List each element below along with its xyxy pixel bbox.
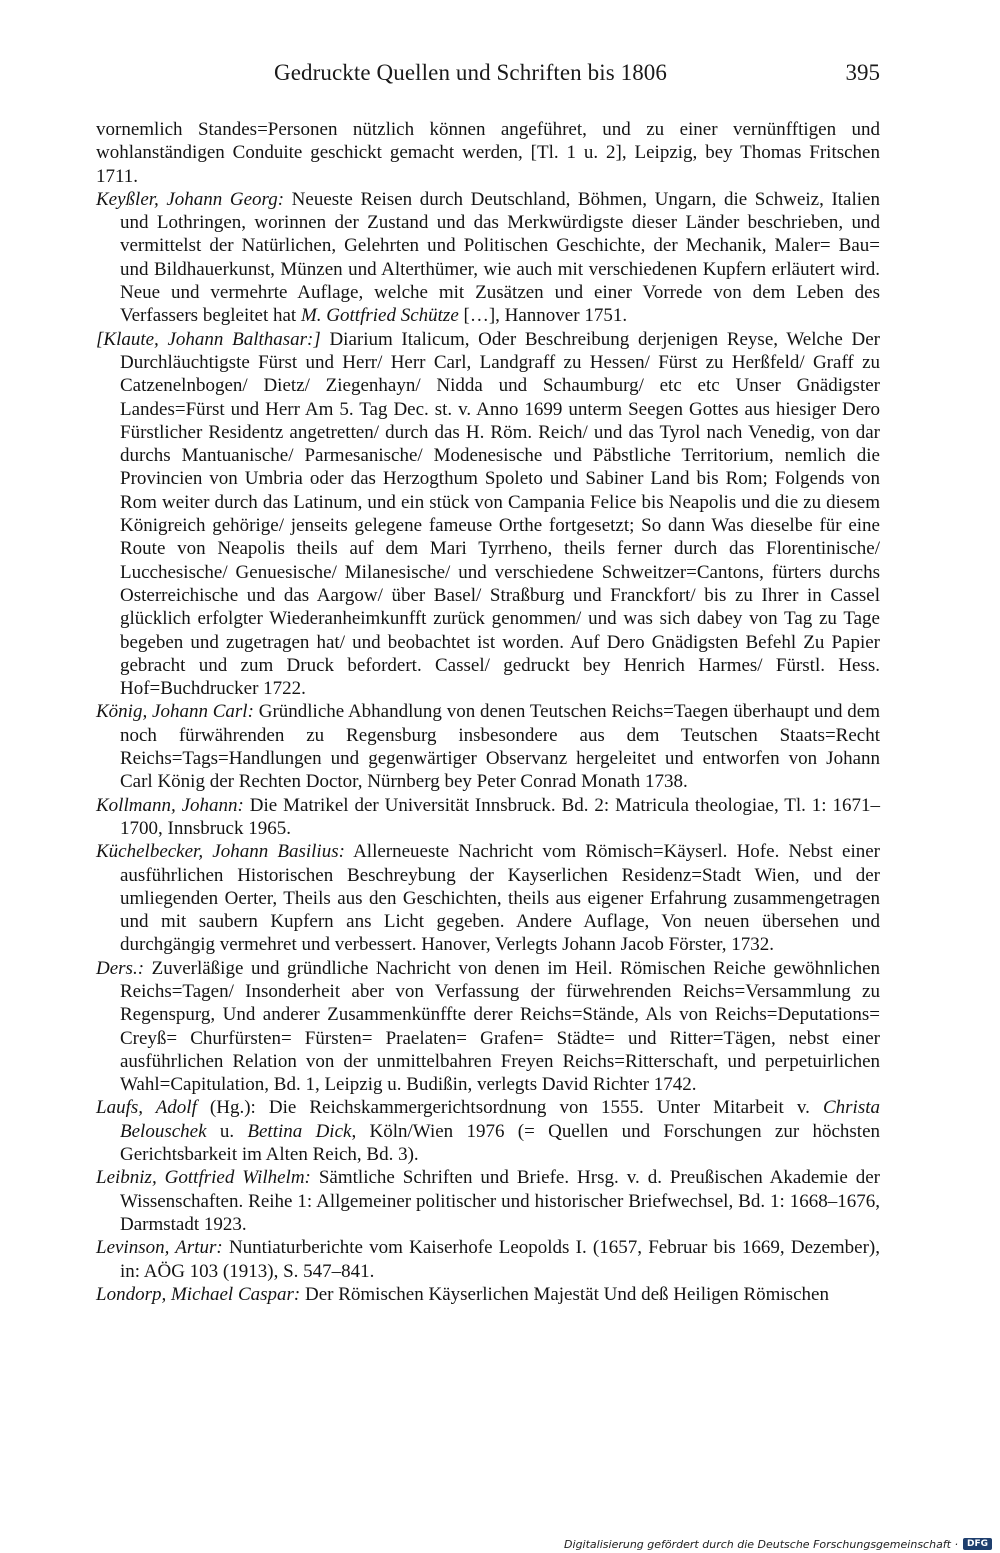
entry-author: Kollmann, Johann: xyxy=(96,794,244,816)
entry-author: Ders.: xyxy=(96,957,145,979)
bibliography-entry-leibniz: Leibniz, Gottfried Wilhelm: Sämtliche Schriften und Briefe. Hrsg. v. d. Preußischen Akademie der Wissenschaften. Reihe 1: Allgemeiner politischer und historischer Briefwechsel, Bd. 1: 1668–1676, Darmstadt 1923. xyxy=(96,1167,880,1235)
bibliography-entry-ders: Ders.: Zuverläßige und gründliche Nachricht von denen im Heil. Römischen Reiche gewöhnlichen Reichs=Tagen/ Insonderheit aber von Verfassung der fürwehrenden Reichs=Versammlung zu Regenspurg, Und anderer Zusammenkünffte derer Reichs=Stände, Als von Reichs=Deputations= Creyß= Churfürsten= Fürsten= Praelaten= Grafen= Städte= und Ritter=Tägen, nebst einer ausführlichen Relation von der unmittelbahren Freyen Reichs=Ritterschaft, und perpetuirlichen Wahl=Capitulation, Bd. 1, Leipzig u. Budißin, verlegts David Richter 1742. xyxy=(96,957,880,1096)
credit-text: Digitalisierung gefördert durch die Deutsche Forschungsgemeinschaft · xyxy=(564,1537,958,1551)
entry-author: König, Johann Carl: xyxy=(96,701,254,723)
page-number: 395 xyxy=(845,60,880,85)
bibliography-entry-kollmann: Kollmann, Johann: Die Matrikel der Universität Innsbruck. Bd. 2: Matricula theologiae, Tl. 1: 1671–1700, Innsbruck 1965. xyxy=(96,794,880,839)
running-header xyxy=(96,58,880,92)
entry-author: Keyßler, Johann Georg: xyxy=(96,188,285,210)
entry-author: Londorp, Michael Caspar: xyxy=(96,1283,301,1305)
bibliography-entry-londorp: Londorp, Michael Caspar: Der Römischen Käyserlichen Majestät Und deß Heiligen Römischen xyxy=(96,1283,829,1305)
digitization-credit xyxy=(564,1535,992,1553)
bibliography-entry-klaute: [Klaute, Johann Balthasar:] Diarium Italicum, Oder Beschreibung derjenigen Reyse, Welche Der Durchläuchtigste Fürst und Herr/ Herr Carl, Landgraff zu Hessen/ Fürst zu Herßfeld/ Graff zu Catzenelnbogen/ Dietz/ Ziegenhayn/ Nidda und Schaumburg/ etc etc Unser Gnädigster Landes=Fürst und Herr Am 5. Tag Dec. st. v. Anno 1699 unterm Seegen Gottes aus hiesiger Dero Fürstlicher Residentz angetretten/ durch das H. Röm. Reich/ und das Tyrol nach Venedig, von dar durchs Mantuanische/ Parmesanische/ Modenesische und Päbstliche Territorium, nemlich die Provincien von Umbria oder das Herzogthum Spoleto und Sabiner Land bis Rom; Folgends von Rom weiter durch das Latinum, und ein stück von Campania Felice bis Neapolis und die zu diesem Königreich gehörige/ jenseits gelegene fameuse Orthe fortgesetzt; So dann Was dieselbe für eine Route von Neapolis theils auf dem Mari Tyrrheno, theils ferner durch das Florentinische/ Lucchesische/ Genuesische/ Milanesische/ und verschiedene Schweitzer=Cantons, fürters durchs Osterreichische und das Aargow/ über Basel/ Straßburg und Franckfort/ bis zu Ihrer in Cassel glücklich erfolgter Wiederanheimkunfft zurück genommen/ und was sich dabey von Tag zu Tage begeben und zugetragen hat/ und beobachtet ist worden. Auf Dero Gnädigsten Befehl Zu Papier gebracht und zum Druck befordert. Cassel/ gedruckt bey Henrich Harmes/ Fürstl. Hess. Hof=Buchdrucker 1722. xyxy=(96,328,880,700)
entry-author: [Klaute, Johann Balthasar:] xyxy=(96,328,321,350)
entry-author: Laufs, Adolf xyxy=(96,1097,197,1119)
bibliography-entry-keyssler: Keyßler, Johann Georg: Neueste Reisen durch Deutschland, Böhmen, Ungarn, die Schweiz, Italien und Lothringen, worinnen der Zustand und das Merkwürdigste dieser Länder beschrieben, und vermittelst der Natürlichen, Gelehrten und Politischen Geschichte, der Mechanik, Maler= Bau= und Bildhauerkunst, Münzen und Alterthümer, wie auch mit verschiedenen Kupfern erläutert wird. Neue und vermehrte Auflage, welche mit Zusätzen und einer Vorrede von dem Leben des Verfassers begleitet hat M. Gottfried Schütze […], Hannover 1751. xyxy=(96,188,880,327)
bibliography-entry-kuechelbecker: Küchelbecker, Johann Basilius: Allerneueste Nachricht vom Römisch=Käyserl. Hofe. Nebst einer ausführlichen Historischen Beschreybung der Kayserlichen Residenz=Stadt Wien, und der umliegenden Oerter, Theils aus den Geschichten, theils aus eigener Erfahrung zusammengetragen und mit saubern Kupfern ans Licht gegeben. Andere Auflage, Von neuen übersehen und durchgängig vermehret und verbessert. Hanover, Verlegts Johann Jacob Förster, 1732. xyxy=(96,841,880,956)
bibliography-entry-koenig: König, Johann Carl: Gründliche Abhandlung von denen Teutschen Reichs=Taegen überhaupt und dem noch fürwährenden zu Regensburg insbesondere aus dem Teutschen Staats=Recht Reichs=Tags=Handlungen und gegenwärtiger Observanz hergeleitet und entworfen von Johann Carl König der Rechten Doctor, Nürnberg bey Peter Conrad Monath 1738. xyxy=(96,701,880,793)
entry-author: Küchelbecker, Johann Basilius: xyxy=(96,841,345,863)
bibliography-entry-levinson: Levinson, Artur: Nuntiaturberichte vom Kaiserhofe Leopolds I. (1657, Februar bis 1669, Dezember), in: AÖG 103 (1913), S. 547–841. xyxy=(96,1237,880,1282)
entry-author: Levinson, Artur: xyxy=(96,1237,223,1259)
bibliography-entry-continued: vornemlich Standes=Personen nützlich können angeführet, und zu einer vernünfftigen und wohlanständigen Conduite geschickt gemacht werden, [Tl. 1 u. 2], Leipzig, bey Thomas Fritschen 1711. xyxy=(96,119,880,187)
dfg-logo: DFG xyxy=(963,1538,992,1550)
entry-author: Leibniz, Gottfried Wilhelm: xyxy=(96,1167,311,1189)
bibliography-list xyxy=(96,118,880,1306)
running-title: Gedruckte Quellen und Schriften bis 1806 xyxy=(274,60,667,85)
bibliography-entry-laufs: Laufs, Adolf (Hg.): Die Reichskammergerichtsordnung von 1555. Unter Mitarbeit v. Christa Belouschek u. Bettina Dick, Köln/Wien 1976 (= Quellen und Forschungen zur höchsten Gerichtsbarkeit im Alten Reich, Bd. 3). xyxy=(96,1097,880,1166)
